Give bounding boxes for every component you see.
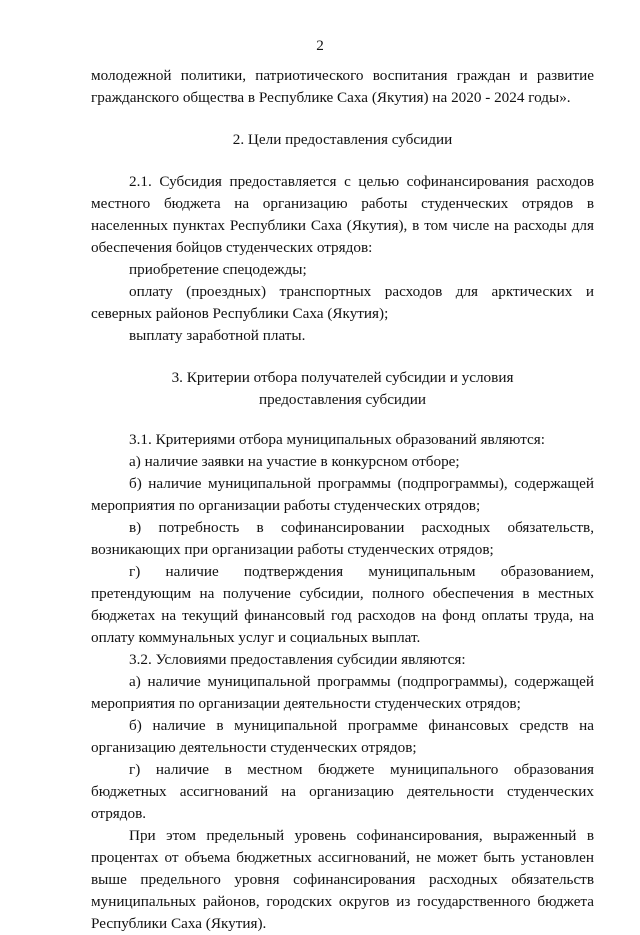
paragraph-3-1: 3.1. Критериями отбора муниципальных образований являются:	[129, 431, 545, 448]
paragraph-3-2: 3.2. Условиями предоставления субсидии являются:	[129, 651, 466, 668]
criterion-a: а) наличие заявки на участие в конкурсном отборе;	[129, 453, 460, 470]
criterion-g: г) наличие подтверждения муниципальным образованием, претендующим на получение субсидии, полного обеспечения в местных бюджетах на текущий финансовый год расходов на фонд оплаты труда, на оплату коммунальных услуг и социальных выплат.	[91, 563, 594, 646]
section-3-heading-line-2: предоставления субсидии	[258, 391, 427, 408]
section-3-heading	[91, 367, 594, 411]
purpose-item-transport: оплату (проездных) транспортных расходов для арктических и северных районов Республики Саха (Якутия);	[91, 283, 594, 322]
purpose-item-clothing: приобретение спецодежды;	[129, 261, 307, 278]
final-paragraph: При этом предельный уровень софинансирования, выраженный в процентах от объема бюджетных ассигнований, не может быть установлен выше предельного уровня софинансирования расходных обязательств муниципальных районов, городских округов из государственного бюджета Республики Саха (Якутия).	[91, 827, 594, 932]
criterion-b: б) наличие муниципальной программы (подпрограммы), содержащей мероприятия по организации работы студенческих отрядов;	[91, 475, 594, 514]
section-2-heading: 2. Цели предоставления субсидии	[232, 131, 453, 148]
purpose-item-salary: выплату заработной платы.	[129, 327, 306, 344]
condition-g: г) наличие в местном бюджете муниципального образования бюджетных ассигнований на организацию деятельности студенческих отрядов.	[91, 761, 594, 822]
section-3-heading-line-1: 3. Критерии отбора получателей субсидии и условия	[171, 369, 514, 386]
document-body	[91, 65, 594, 935]
page-number: 2	[316, 37, 324, 54]
condition-a: а) наличие муниципальной программы (подпрограммы), содержащей мероприятия по организации деятельности студенческих отрядов;	[91, 673, 594, 712]
intro-paragraph: молодежной политики, патриотического воспитания граждан и развитие гражданского общества в Республике Саха (Якутия) на 2020 - 2024 годы».	[91, 67, 594, 106]
paragraph-2-1: 2.1. Субсидия предоставляется с целью софинансирования расходов местного бюджета на организацию работы студенческих отрядов в населенных пунктах Республики Саха (Якутия), в том числе на расходы для обеспечения бойцов студенческих отрядов:	[91, 173, 594, 256]
condition-b: б) наличие в муниципальной программе финансовых средств на организацию деятельности студенческих отрядов;	[91, 717, 594, 756]
criterion-v: в) потребность в софинансировании расходных обязательств, возникающих при организации работы студенческих отрядов;	[91, 519, 594, 558]
